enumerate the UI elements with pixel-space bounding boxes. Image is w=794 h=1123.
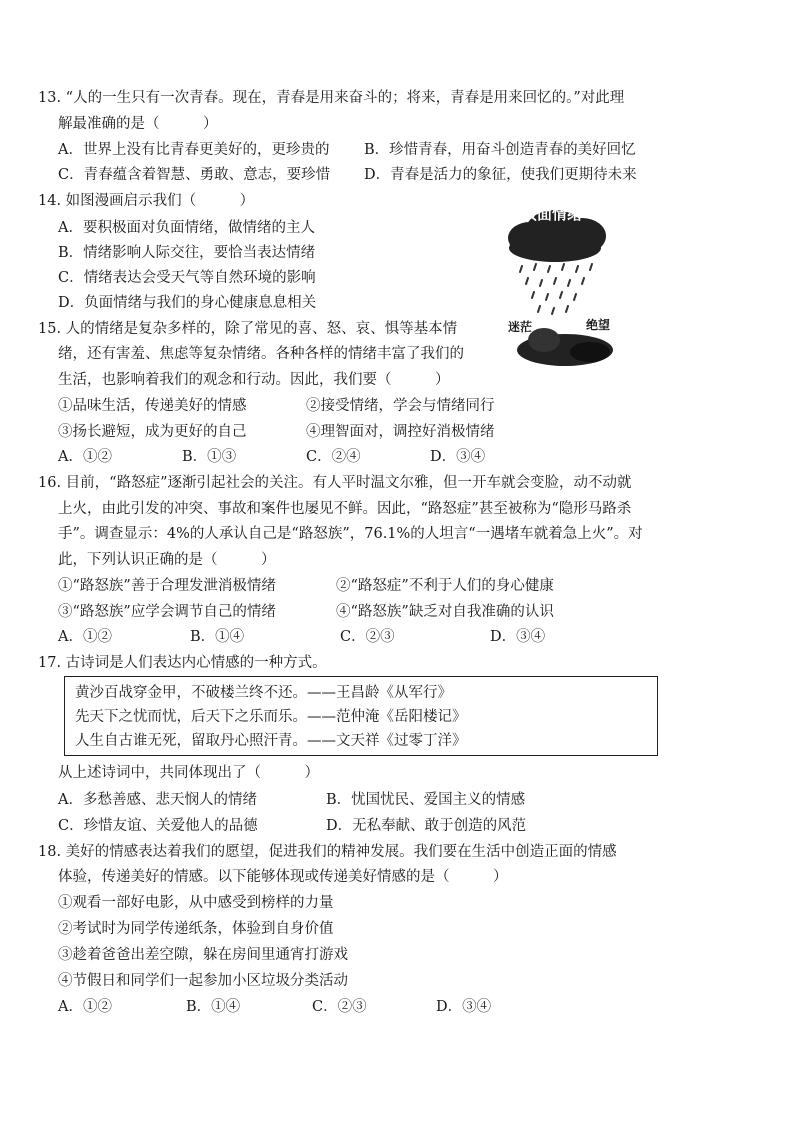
q18-option-c: C．②③ xyxy=(312,999,367,1015)
q18-option-a: A．①② xyxy=(58,999,112,1015)
q13-stem-line-2: 解最准确的是（ ） xyxy=(58,116,218,132)
q18-statement-3: ③趁着爸爸出差空隙，躲在房间里通宵打游戏 xyxy=(58,947,348,963)
q15-option-b: B．①③ xyxy=(182,449,237,465)
q16-option-c: C．②③ xyxy=(340,629,395,645)
q16-option-d: D．③④ xyxy=(490,629,546,645)
q16-stem-line-1: 16. 目前，“路怒症”逐渐引起社会的关注。有人平时温文尔雅，但一开车就会变脸，动不动就 xyxy=(38,475,632,491)
q16-statement-2: ②“路怒症”不利于人们的身心健康 xyxy=(336,578,554,594)
q16-stem-line-3: 手”。调查显示：4%的人承认自己是“路怒族”，76.1%的人坦言“一遇堵车就着急上火”。对 xyxy=(58,526,643,542)
q17-stem: 17. 古诗词是人们表达内心情感的一种方式。 xyxy=(38,655,327,671)
q18-stem-line-2: 体验，传递美好的情感。以下能够体现或传递美好情感的是（ ） xyxy=(58,869,508,885)
q16-stem-line-2: 上火，由此引发的冲突、事故和案件也屡见不鲜。因此，“路怒症”甚至被称为“隐形马路杀 xyxy=(58,501,632,517)
q15-statement-4: ④理智面对，调控好消极情绪 xyxy=(306,424,495,440)
q14-option-d: D．负面情绪与我们的身心健康息息相关 xyxy=(58,295,317,311)
q13-option-a: A．世界上没有比青春更美好的，更珍贵的 xyxy=(58,142,330,158)
q18-option-b: B．①④ xyxy=(186,999,241,1015)
cartoon-drawing xyxy=(500,200,650,370)
q15-stem-line-3: 生活，也影响着我们的观念和行动。因此，我们要（ ） xyxy=(58,372,450,388)
q13-option-d: D．青春是活力的象征，使我们更期待未来 xyxy=(364,167,637,183)
q16-statement-3: ③“路怒族”应学会调节自己的情绪 xyxy=(58,604,276,620)
q18-statement-1: ①观看一部好电影，从中感受到榜样的力量 xyxy=(58,895,334,911)
cartoon-cloud-label: 负面情绪 xyxy=(522,205,583,223)
q17-option-d: D．无私奉献、敢于创造的风范 xyxy=(326,818,527,834)
q15-option-a: A．①② xyxy=(58,449,112,465)
q14-option-a: A．要积极面对负面情绪，做情绪的主人 xyxy=(58,220,315,236)
q15-stem-line-1: 15. 人的情绪是复杂多样的，除了常见的喜、怒、哀、惧等基本情 xyxy=(38,321,458,337)
cartoon-right-label: 绝望 xyxy=(586,318,611,332)
q17-stem-line-2: 从上述诗词中，共同体现出了（ ） xyxy=(58,765,319,781)
q16-stem-line-4: 此，下列认识正确的是（ ） xyxy=(58,552,276,568)
q16-statement-4: ④“路怒族”缺乏对自我准确的认识 xyxy=(336,604,554,620)
q13-option-c: C．青春蕴含着智慧、勇敢、意志，要珍惜 xyxy=(58,167,331,183)
poem-line-1: 黄沙百战穿金甲，不破楼兰终不还。——王昌龄《从军行》 xyxy=(75,685,452,701)
q18-statement-4: ④节假日和同学们一起参加小区垃圾分类活动 xyxy=(58,973,348,989)
q18-statement-2: ②考试时为同学传递纸条，体验到自身价值 xyxy=(58,921,334,937)
q14-stem: 14. 如图漫画启示我们（ ） xyxy=(38,193,255,209)
q15-option-c: C．②④ xyxy=(306,449,361,465)
q17-option-b: B．忧国忧民、爱国主义的情感 xyxy=(326,792,526,808)
q17-option-a: A．多愁善感、悲天悯人的情绪 xyxy=(58,792,257,808)
poem-line-3: 人生自古谁无死，留取丹心照汗青。——文天祥《过零丁洋》 xyxy=(75,733,467,749)
q13-option-b: B．珍惜青春，用奋斗创造青春的美好回忆 xyxy=(364,142,636,158)
q18-stem-line-1: 18. 美好的情感表达着我们的愿望，促进我们的精神发展。我们要在生活中创造正面的情感 xyxy=(38,844,617,860)
q13-stem-line-1: 13. “人的一生只有一次青春。现在，青春是用来奋斗的；将来，青春是用来回忆的。”对此理 xyxy=(38,90,625,106)
q14-option-c: C．情绪表达会受天气等自然环境的影响 xyxy=(58,270,316,286)
poem-box xyxy=(64,676,658,756)
q15-statement-1: ①品味生活，传递美好的情感 xyxy=(58,398,247,414)
q18-option-d: D．③④ xyxy=(436,999,492,1015)
q15-stem-line-2: 绪，还有害羞、焦虑等复杂情绪。各种各样的情绪丰富了我们的 xyxy=(58,346,464,362)
q15-statement-3: ③扬长避短，成为更好的自己 xyxy=(58,424,247,440)
q16-statement-1: ①“路怒族”善于合理发泄消极情绪 xyxy=(58,578,276,594)
cartoon-illustration xyxy=(500,200,650,370)
q15-option-d: D．③④ xyxy=(430,449,486,465)
q16-option-a: A．①② xyxy=(58,629,112,645)
q17-option-c: C．珍惜友谊、关爱他人的品德 xyxy=(58,818,258,834)
q14-option-b: B．情绪影响人际交往，要恰当表达情绪 xyxy=(58,245,316,261)
poem-line-2: 先天下之忧而忧，后天下之乐而乐。——范仲淹《岳阳楼记》 xyxy=(75,709,467,725)
q15-statement-2: ②接受情绪，学会与情绪同行 xyxy=(306,398,495,414)
cartoon-left-label: 迷茫 xyxy=(508,320,533,334)
q16-option-b: B．①④ xyxy=(190,629,245,645)
